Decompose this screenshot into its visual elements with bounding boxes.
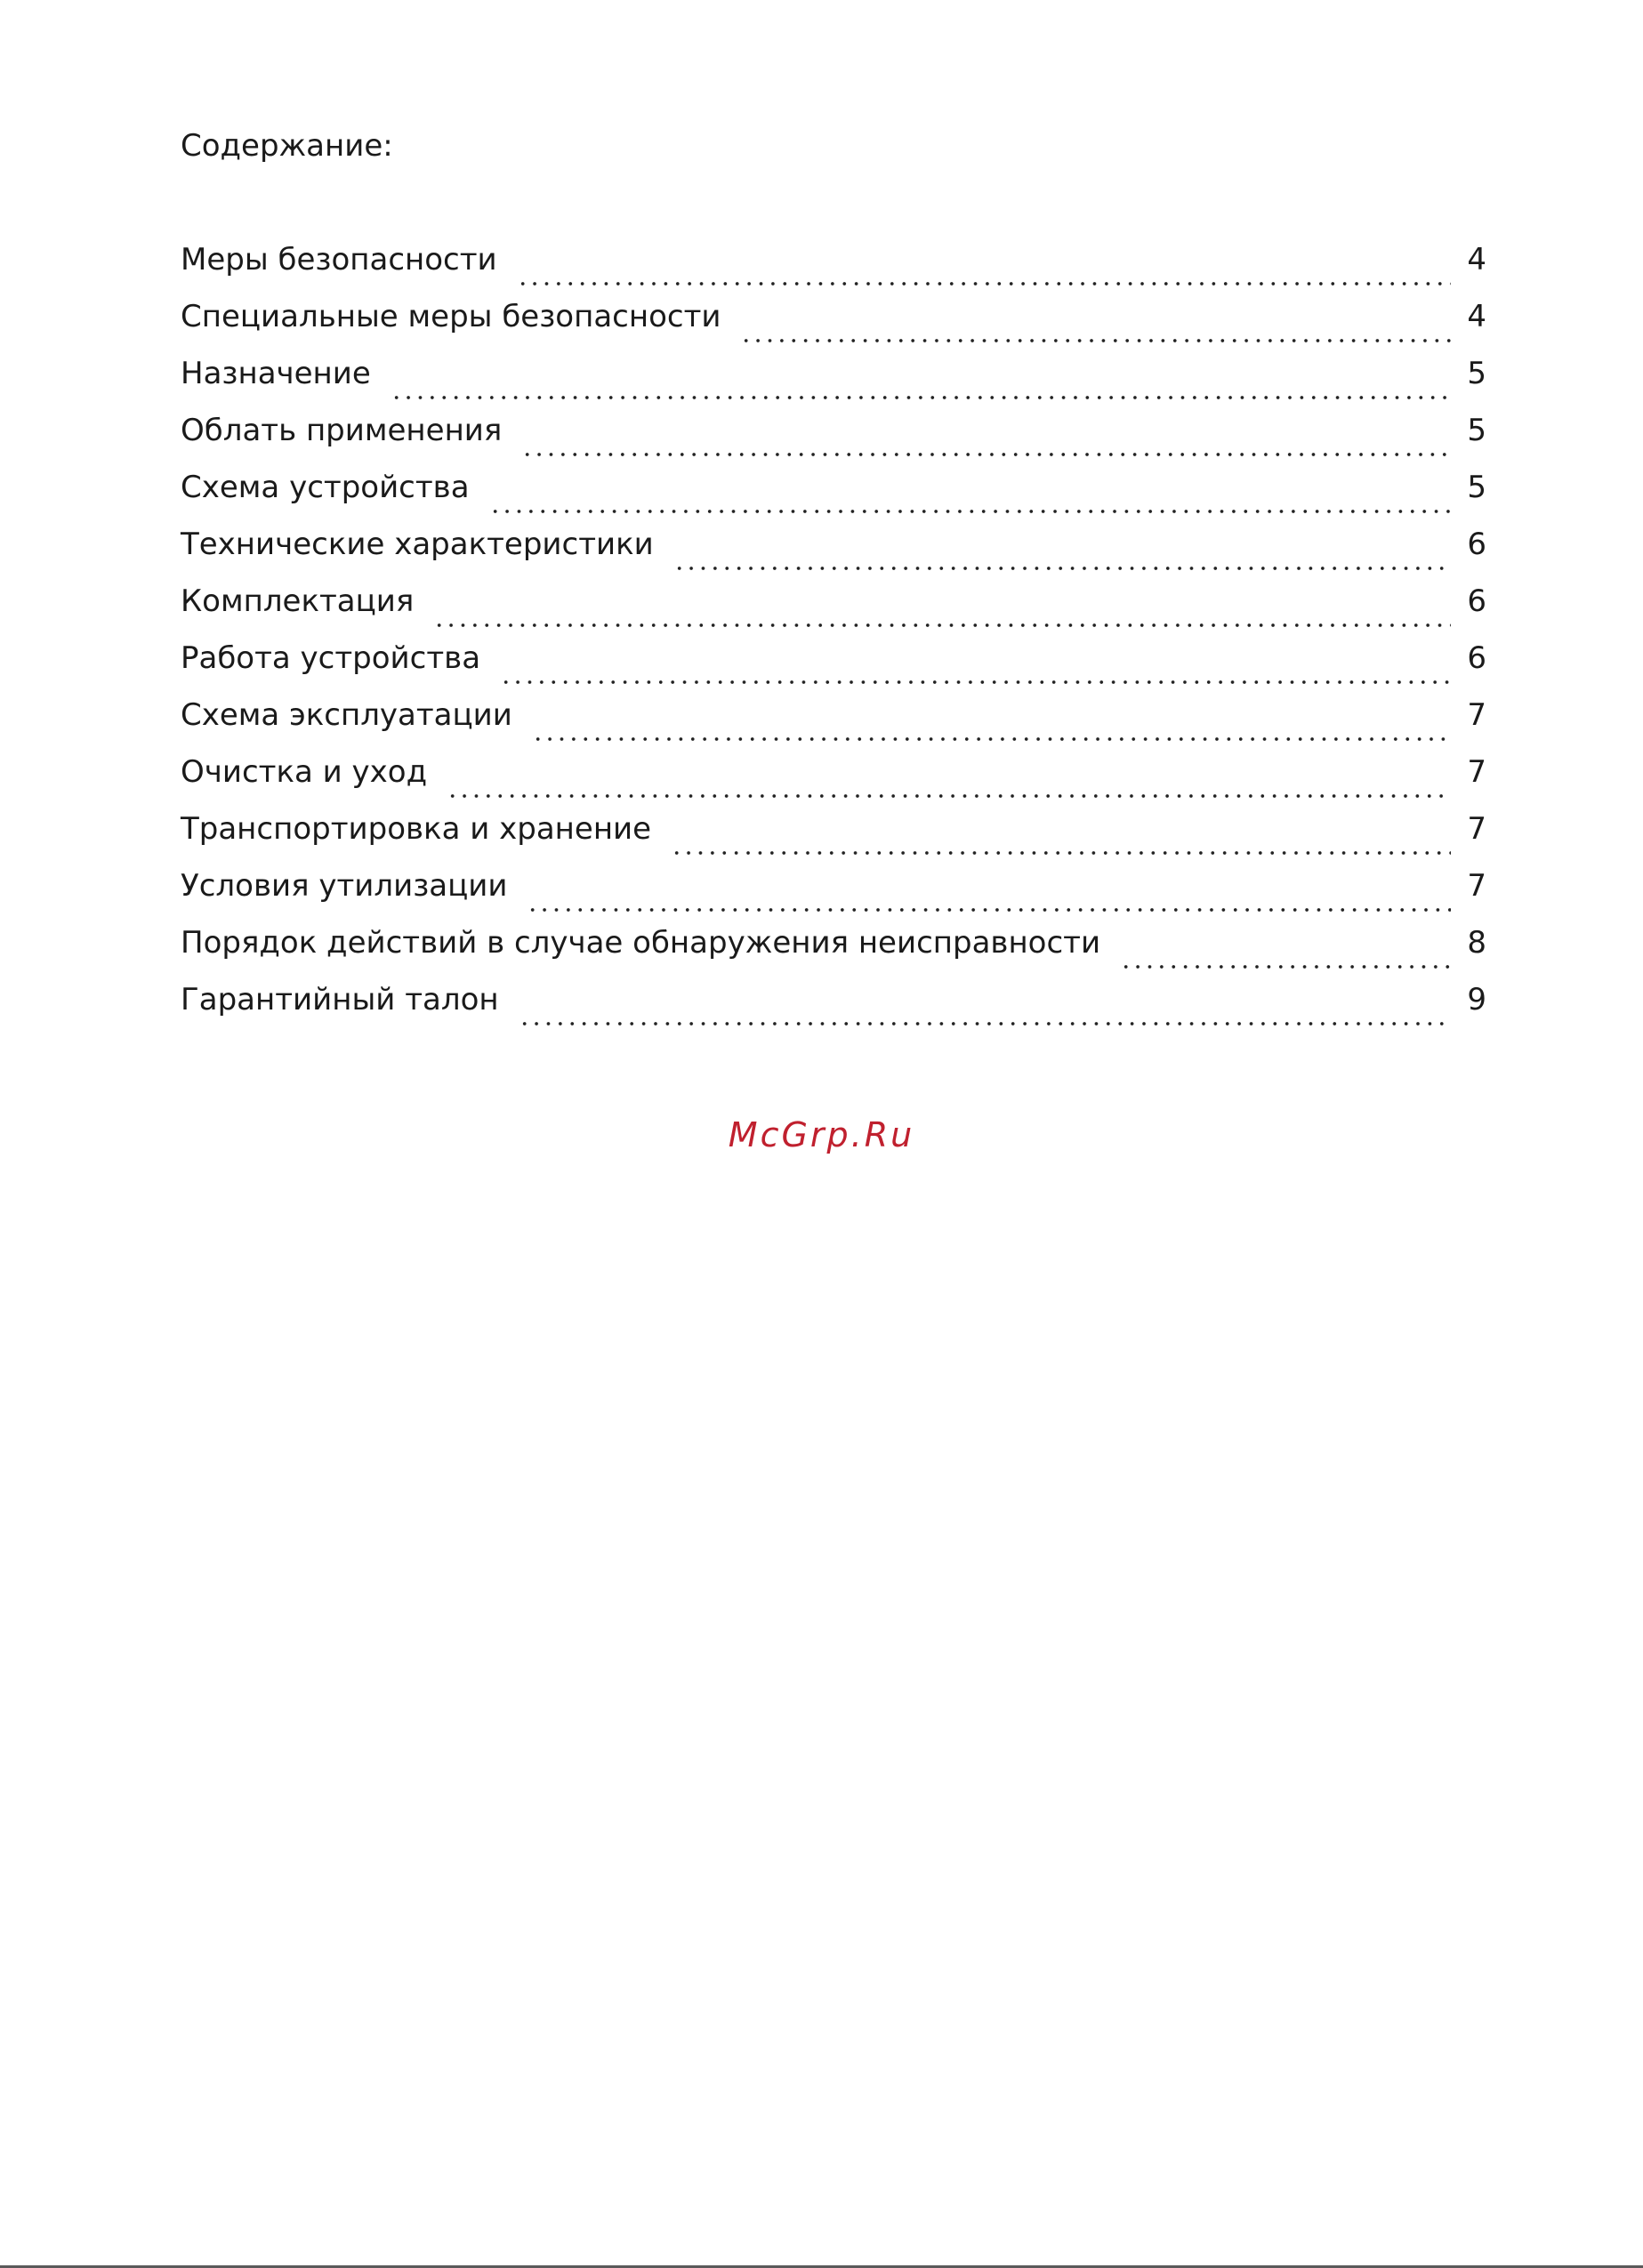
- toc-entry[interactable]: [181, 295, 1486, 352]
- toc-dot-leader: [447, 768, 1451, 799]
- toc-dot-leader: [527, 882, 1451, 913]
- toc-entry-page: 4: [1467, 242, 1486, 277]
- toc-entry-page: 6: [1467, 527, 1486, 562]
- toc-entry-page: 5: [1467, 356, 1486, 391]
- toc-entry-page: 5: [1467, 470, 1486, 505]
- toc-dot-leader: [489, 484, 1451, 514]
- toc-entry-title: Комплектация: [181, 583, 415, 619]
- toc-entry-page: 5: [1467, 413, 1486, 448]
- toc-dot-leader: [740, 313, 1451, 343]
- toc-entry-title: Схема устройства: [181, 470, 470, 505]
- toc-dot-leader: [517, 256, 1451, 286]
- toc-entry-page: 4: [1467, 299, 1486, 334]
- toc-entry[interactable]: [181, 808, 1486, 865]
- toc-entry-page: 7: [1467, 754, 1486, 790]
- toc-entry-page: 7: [1467, 697, 1486, 733]
- toc-entry[interactable]: [181, 694, 1486, 751]
- toc-entry-title: Транспортировка и хранение: [181, 811, 652, 847]
- toc-entry[interactable]: [181, 921, 1486, 978]
- toc-entry-title: Условия утилизации: [181, 868, 508, 904]
- toc-dot-leader: [673, 541, 1451, 571]
- toc-dot-leader: [500, 655, 1451, 685]
- toc-entry[interactable]: [181, 637, 1486, 694]
- toc-entry[interactable]: [181, 580, 1486, 637]
- toc-entry-title: Гарантийный талон: [181, 982, 499, 1017]
- toc-entry-page: 7: [1467, 868, 1486, 904]
- toc-heading: Содержание:: [181, 128, 393, 164]
- toc-entry[interactable]: [181, 978, 1486, 1035]
- toc-entry-title: Технические характеристики: [181, 527, 654, 562]
- toc-entry[interactable]: [181, 466, 1486, 523]
- toc-entry-title: Схема эксплуатации: [181, 697, 512, 733]
- watermark-logo: McGrp.Ru: [728, 1115, 915, 1154]
- toc-entry-page: 8: [1467, 925, 1486, 961]
- toc-entry-title: Облать применения: [181, 413, 503, 448]
- toc-dot-leader: [1120, 939, 1451, 969]
- toc-dot-leader: [519, 996, 1451, 1026]
- toc-entry-page: 6: [1467, 583, 1486, 619]
- toc-dot-leader: [521, 427, 1451, 457]
- toc-entry[interactable]: [181, 352, 1486, 409]
- toc-entry-title: Порядок действий в случае обнаружения неисправности: [181, 925, 1101, 961]
- toc-entry-title: Меры безопасности: [181, 242, 497, 277]
- toc-dot-leader: [433, 598, 1451, 628]
- toc-entry[interactable]: [181, 865, 1486, 921]
- toc-entry-title: Очистка и уход: [181, 754, 428, 790]
- toc-entry-title: Специальные меры безопасности: [181, 299, 721, 334]
- toc-entry-page: 9: [1467, 982, 1486, 1017]
- toc-entry-title: Назначение: [181, 356, 371, 391]
- toc-entry-title: Работа устройства: [181, 640, 481, 676]
- toc-entry-page: 7: [1467, 811, 1486, 847]
- toc-entry[interactable]: [181, 238, 1486, 295]
- toc-dot-leader: [391, 370, 1451, 400]
- toc-list: [181, 238, 1486, 1035]
- toc-dot-leader: [671, 825, 1451, 856]
- toc-entry[interactable]: [181, 409, 1486, 466]
- toc-entry[interactable]: [181, 523, 1486, 580]
- toc-entry-page: 6: [1467, 640, 1486, 676]
- toc-dot-leader: [532, 712, 1451, 742]
- toc-entry[interactable]: [181, 751, 1486, 808]
